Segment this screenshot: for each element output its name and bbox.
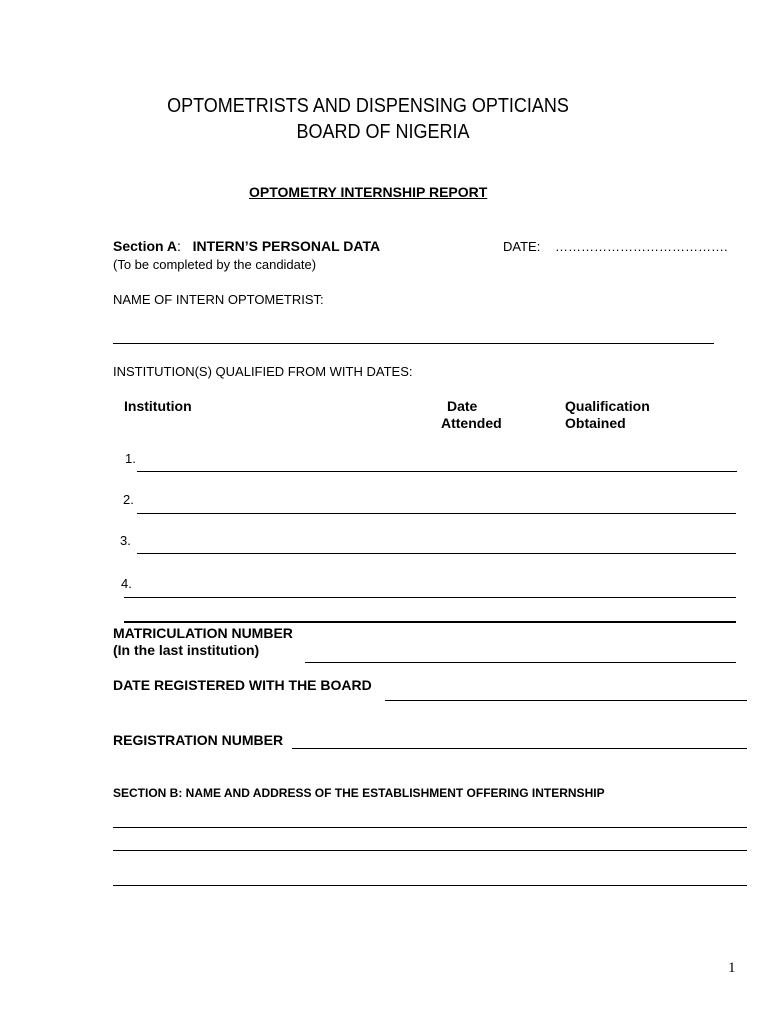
section-b-title: SECTION B: NAME AND ADDRESS OF THE ESTABLISHMENT OFFERING INTERNSHIP [113, 786, 605, 800]
section-a-heading [113, 238, 380, 254]
row-number-4: 4. [121, 576, 132, 591]
col-header-date-line2: Attended [441, 415, 502, 431]
intern-name-input-line[interactable] [113, 343, 714, 344]
row-number-3: 3. [120, 533, 131, 548]
org-name-line1: OPTOMETRISTS AND DISPENSING OPTICIANS [167, 95, 569, 117]
registration-number-label: REGISTRATION NUMBER [113, 732, 284, 748]
row-3-input-line[interactable] [137, 553, 736, 554]
row-number-1: 1. [125, 451, 136, 466]
institutions-label: INSTITUTION(S) QUALIFIED FROM WITH DATES: [113, 364, 413, 379]
col-header-qualification-line2: Obtained [565, 415, 626, 431]
section-a-note: (To be completed by the candidate) [113, 257, 317, 272]
section-b-address-line-1[interactable] [113, 827, 747, 828]
page-number: 1 [728, 960, 736, 976]
intern-name-label: NAME OF INTERN OPTOMETRIST: [113, 292, 324, 307]
matriculation-input-line[interactable] [305, 662, 736, 663]
matriculation-label-line2: (In the last institution) [113, 642, 260, 658]
matriculation-label-line1: MATRICULATION NUMBER [113, 625, 293, 641]
date-field[interactable]: …………………………………. [555, 239, 728, 254]
registration-number-input-line[interactable] [292, 748, 747, 749]
section-a-label: Section A [113, 238, 178, 254]
row-4-input-line[interactable] [124, 597, 736, 598]
col-header-qualification-line1: Qualification [565, 398, 650, 414]
col-header-institution: Institution [124, 398, 192, 414]
date-registered-input-line[interactable] [385, 700, 747, 701]
section-b-address-line-2[interactable] [113, 850, 747, 851]
row-2-input-line[interactable] [137, 513, 736, 514]
section-a-colon: : [177, 238, 181, 254]
date-registered-label: DATE REGISTERED WITH THE BOARD [113, 677, 372, 693]
report-title: OPTOMETRY INTERNSHIP REPORT [249, 184, 488, 200]
row-1-input-line[interactable] [137, 471, 737, 472]
date-label: DATE: [503, 239, 541, 254]
org-name-line2: BOARD OF NIGERIA [296, 121, 470, 143]
section-b-address-line-3[interactable] [113, 885, 747, 886]
col-header-date-line1: Date [447, 398, 478, 414]
row-number-2: 2. [123, 492, 134, 507]
institutions-bottom-rule [124, 621, 736, 623]
section-a-title: INTERN’S PERSONAL DATA [192, 238, 381, 254]
